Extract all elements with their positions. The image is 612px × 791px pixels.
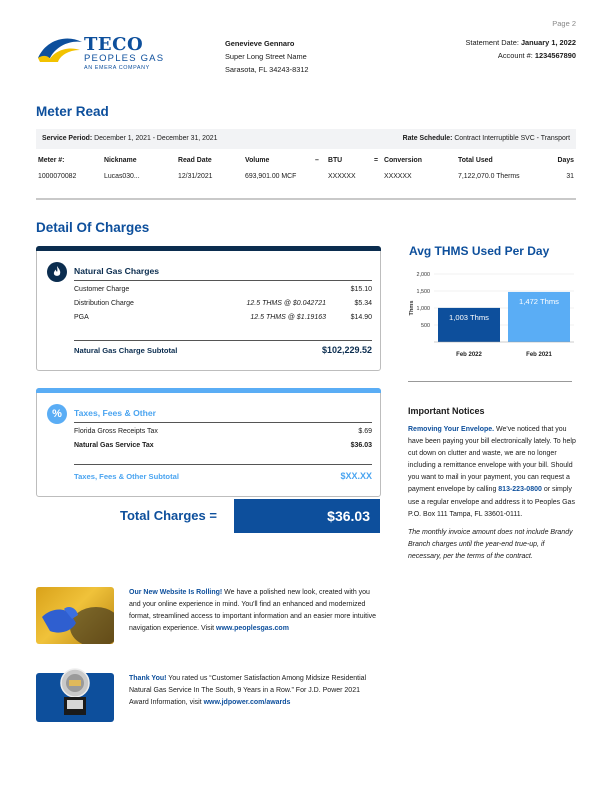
btu: XXXXXX bbox=[328, 173, 356, 180]
charges-title: Detail Of Charges bbox=[36, 220, 150, 235]
taxes-subtotal-label: Taxes, Fees & Other Subtotal bbox=[74, 472, 179, 481]
customer-name: Genevieve Gennaro bbox=[225, 39, 295, 48]
conversion: XXXXXX bbox=[384, 173, 412, 180]
flame-icon bbox=[47, 262, 67, 282]
col-equals: = bbox=[374, 157, 379, 164]
col-conversion: Conversion bbox=[384, 157, 422, 164]
statement-info bbox=[465, 37, 576, 62]
volume: 693,901.00 MCF bbox=[245, 173, 297, 180]
logo-brand: TECO bbox=[84, 34, 144, 55]
meter-number: 1000070082 bbox=[38, 173, 77, 180]
natural-gas-charges-box bbox=[36, 246, 381, 371]
meter-summary-bar bbox=[36, 129, 576, 149]
col-btu: BTU bbox=[328, 157, 343, 164]
notice-phone: 813-223-0800 bbox=[498, 486, 542, 494]
col-read-date: Read Date bbox=[178, 157, 212, 164]
bar-data-label: 1,472 Thms bbox=[519, 296, 559, 306]
meter-table bbox=[36, 155, 576, 186]
meter-nickname: Lucas030... bbox=[104, 173, 140, 180]
charge-label: Customer Charge bbox=[74, 286, 130, 293]
account-label: Account #: bbox=[497, 50, 533, 60]
statement-date-label: Statement Date: bbox=[465, 38, 519, 47]
total-used: 7,122,070.0 Therms bbox=[458, 173, 520, 180]
website-promo-text bbox=[129, 587, 377, 635]
gas-charges-heading: Natural Gas Charges bbox=[74, 266, 160, 276]
award-promo-image bbox=[36, 673, 114, 722]
tax-amount: $36.03 bbox=[350, 442, 372, 449]
customer-street: Super Long Street Name bbox=[225, 52, 307, 61]
tax-amount: $.69 bbox=[358, 428, 372, 435]
website-promo-image bbox=[36, 587, 114, 644]
customer-address bbox=[225, 37, 309, 76]
percent-icon: % bbox=[47, 404, 67, 424]
notice-text-2: or simply use a regular envelope and address it to Peoples Gas P.O. Box 111 Tampa, FL 33601-0111. bbox=[408, 486, 575, 518]
meter-divider bbox=[36, 198, 576, 200]
charge-detail: 12.5 THMS @ $1.19163 bbox=[250, 314, 326, 321]
charge-amount: $5.34 bbox=[354, 300, 372, 307]
y-tick-label: 2,000 bbox=[416, 272, 430, 278]
rate-schedule: Contract Interruptible SVC - Transport bbox=[454, 135, 570, 142]
award-link[interactable]: www.jdpower.com/awards bbox=[203, 699, 291, 706]
tax-label: Florida Gross Receipts Tax bbox=[74, 428, 158, 435]
meter-table-header bbox=[36, 155, 576, 171]
read-date: 12/31/2021 bbox=[178, 173, 213, 180]
page-number: Page 2 bbox=[552, 19, 576, 28]
charge-amount: $15.10 bbox=[350, 286, 372, 293]
taxes-fees-box bbox=[36, 388, 381, 497]
rate-schedule-label: Rate Schedule: bbox=[402, 135, 453, 142]
charge-detail: 12.5 THMS @ $0.042721 bbox=[246, 300, 326, 307]
website-link[interactable]: www.peoplesgas.com bbox=[216, 625, 289, 632]
col-minus: – bbox=[315, 157, 319, 164]
customer-city: Sarasota, FL 34243-8312 bbox=[225, 65, 309, 74]
usage-bar-chart bbox=[404, 266, 576, 366]
col-volume: Volume bbox=[245, 157, 270, 164]
table-row bbox=[36, 171, 576, 186]
col-meter: Meter #: bbox=[38, 157, 65, 164]
col-nickname: Nickname bbox=[104, 157, 137, 164]
taxes-subtotal: $XX.XX bbox=[340, 471, 372, 481]
charge-label: Distribution Charge bbox=[74, 300, 134, 307]
notices-title: Important Notices bbox=[408, 406, 485, 416]
charge-label: PGA bbox=[74, 314, 89, 321]
taxes-heading: Taxes, Fees & Other bbox=[74, 408, 156, 418]
bar-data-label: 1,003 Thms bbox=[449, 312, 489, 322]
statement-date: January 1, 2022 bbox=[520, 38, 576, 47]
y-tick-label: 500 bbox=[421, 323, 430, 329]
chart-title: Avg THMS Used Per Day bbox=[409, 244, 550, 258]
notice-lead: Removing Your Envelope. bbox=[408, 426, 495, 433]
award-promo-body: You rated us “Customer Satisfaction Among Midsize Residential Natural Gas Service In The South, 9 Years in a Row.” For J.D. Power 2021 Award Information, visit bbox=[129, 675, 367, 706]
notices-body bbox=[408, 424, 578, 563]
teco-logo bbox=[36, 32, 186, 74]
award-promo-lead: Thank You! bbox=[129, 675, 167, 682]
charge-amount: $14.90 bbox=[350, 314, 372, 321]
col-total-used: Total Used bbox=[458, 157, 493, 164]
website-promo-lead: Our New Website Is Rolling! bbox=[129, 589, 223, 596]
account-number: 1234567890 bbox=[534, 50, 576, 60]
award-promo-text bbox=[129, 673, 377, 709]
service-period-label: Service Period: bbox=[42, 135, 93, 142]
total-charges-amount: $36.03 bbox=[234, 499, 380, 533]
notice-text-1: We've noticed that you have been paying your bill electronically lately. To help cut down on clutter and waste, we are no longer including a remittance envelope with your bill. Should you want to mail in your payment, you can request a payment envelope by calling bbox=[408, 426, 576, 494]
service-period: December 1, 2021 - December 31, 2021 bbox=[94, 135, 218, 142]
x-tick-label: Feb 2022 bbox=[456, 352, 482, 358]
notice-italic: The monthly invoice amount does not include Brandy Branch charges until the year-end true-up, if necessary, per the terms of the contract. bbox=[408, 528, 573, 560]
y-tick-label: 1,000 bbox=[416, 306, 430, 312]
tax-label: Natural Gas Service Tax bbox=[74, 442, 154, 449]
chart-divider bbox=[408, 381, 572, 382]
meter-read-title: Meter Read bbox=[36, 104, 109, 119]
y-axis-label: Thms bbox=[409, 300, 415, 316]
days: 31 bbox=[566, 173, 574, 180]
total-charges-label: Total Charges = bbox=[120, 508, 217, 523]
y-tick-label: 1,500 bbox=[416, 289, 430, 295]
gas-subtotal: $102,229.52 bbox=[321, 345, 372, 355]
logo-tag: AN EMERA COMPANY bbox=[84, 65, 150, 71]
logo-sub: PEOPLES GAS bbox=[84, 53, 165, 64]
x-tick-label: Feb 2021 bbox=[526, 352, 552, 358]
gas-subtotal-label: Natural Gas Charge Subtotal bbox=[74, 346, 178, 355]
website-promo-body: We have a polished new look, created with you and your online experience in mind. You'll find an enhanced and modernized format, streamlined access to important information and an easier more intuitive navigation experience. Visit bbox=[129, 589, 377, 632]
col-days: Days bbox=[557, 157, 574, 164]
